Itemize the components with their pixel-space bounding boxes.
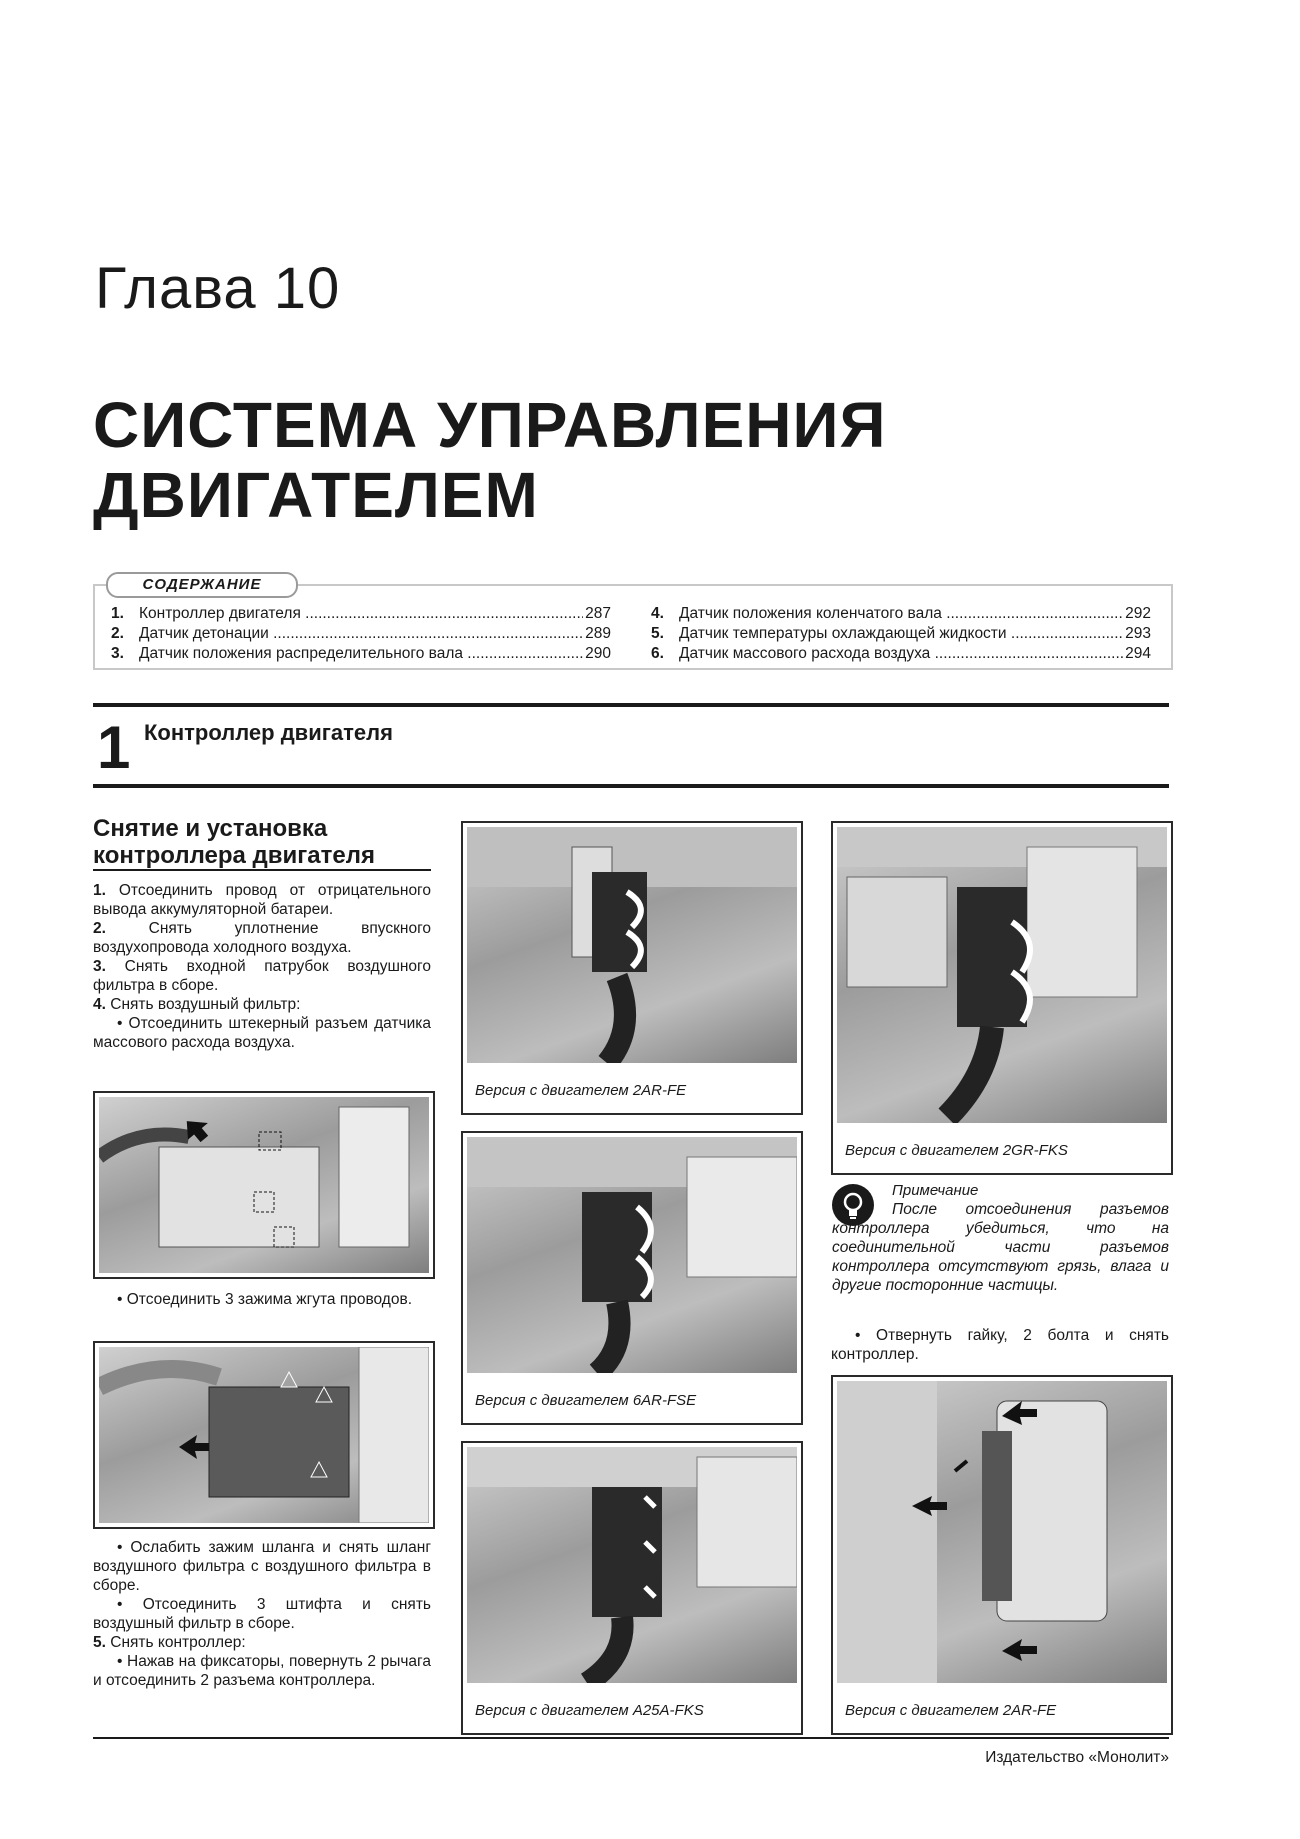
steps-block-3 [93, 1538, 431, 1690]
section-rule-top [93, 703, 1169, 707]
toc-page: 294 [1125, 645, 1151, 662]
steps-block-4 [831, 1326, 1169, 1364]
toc-page: 287 [585, 605, 611, 622]
toc-title: Датчик детонации ..... [139, 624, 583, 644]
step-text: Снять входной патрубок воздушного фильтра в сборе. [93, 958, 431, 994]
step-5a: • Нажав на фиксаторы, повернуть 2 рычага и отсоединить 2 разъема контроллера. [93, 1653, 431, 1689]
toc-num: 6. [651, 645, 664, 662]
toc-num: 4. [651, 605, 664, 622]
toc-num: 3. [111, 645, 124, 662]
step-4d: • Отсоединить 3 штифта и снять воздушный фильтр в сборе. [93, 1596, 431, 1632]
toc-page: 292 [1125, 605, 1151, 622]
toc-num: 1. [111, 605, 124, 622]
engine-bay-photo [99, 1347, 429, 1523]
photo-harness-clamps [93, 1341, 435, 1529]
toc-title: Контроллер двигателя ..... [139, 604, 583, 624]
footer-rule [93, 1737, 1169, 1739]
step-4b: • Отсоединить 3 зажима жгута проводов. [117, 1291, 413, 1308]
photo-caption: Версия с двигателем 2AR-FE [475, 1082, 687, 1099]
photo-a25a-fks-connectors [461, 1441, 803, 1735]
step-number: 5. [93, 1634, 106, 1651]
toc-left-column [111, 604, 611, 664]
publisher-footer: Издательство «Монолит» [985, 1749, 1169, 1766]
subsection-title [93, 815, 431, 869]
toc-title: Датчик положения распределительного вала ..... [139, 644, 583, 664]
engine-bay-photo [467, 1447, 797, 1683]
engine-bay-photo [467, 1137, 797, 1373]
toc-row[interactable] [651, 604, 1151, 624]
photo-2ar-fe-controller-fasteners [831, 1375, 1173, 1735]
step-1 [93, 881, 431, 919]
engine-bay-photo [837, 827, 1167, 1123]
toc-page: 290 [585, 645, 611, 662]
toc-row[interactable] [651, 624, 1151, 644]
step-4a: • Отсоединить штекерный разъем датчика массового расхода воздуха. [93, 1015, 431, 1051]
chapter-title-line2: ДВИГАТЕЛЕМ [93, 459, 539, 531]
photo-caption: Версия с двигателем 2GR-FKS [845, 1142, 1068, 1159]
section-number: 1 [97, 714, 131, 781]
subsection-rule [93, 869, 431, 871]
toc-row[interactable] [111, 604, 611, 624]
toc-title: Датчик массового расхода воздуха ..... [679, 644, 1123, 664]
step-number: 4. [93, 996, 106, 1013]
toc-row[interactable] [111, 644, 611, 664]
chapter-title-line1: СИСТЕМА УПРАВЛЕНИЯ [93, 389, 887, 461]
toc-row[interactable] [651, 644, 1151, 664]
photo-caption: Версия с двигателем 2AR-FE [845, 1702, 1057, 1719]
chapter-label: Глава 10 [95, 256, 341, 321]
step-5 [93, 1633, 431, 1652]
steps-block-2 [93, 1290, 431, 1309]
toc-row[interactable] [111, 624, 611, 644]
toc-right-column [651, 604, 1151, 664]
step-2 [93, 919, 431, 957]
subsection-title-line1: Снятие и установка [93, 815, 328, 842]
step-4 [93, 995, 431, 1014]
chapter-title [93, 390, 886, 530]
photo-caption: Версия с двигателем 6AR-FSE [475, 1392, 697, 1409]
toc-page: 289 [585, 625, 611, 642]
photo-caption: Версия с двигателем A25A-FKS [475, 1702, 704, 1719]
note-text: После отсоединения разъемов контроллера убедиться, что на соединительной части разъемов контроллера отсутствуют грязь, влага и другие посторонние частицы. [832, 1201, 1169, 1294]
section-title: Контроллер двигателя [144, 720, 393, 745]
photo-2ar-fe-connectors [461, 821, 803, 1115]
step-text: Снять контроллер: [110, 1634, 246, 1651]
step-text: Снять воздушный фильтр: [110, 996, 301, 1013]
step-text: Снять уплотнение впускного воздухопровода холодного воздуха. [93, 920, 431, 956]
section-rule-bottom [93, 784, 1169, 788]
toc-page: 293 [1125, 625, 1151, 642]
toc-title: Датчик положения коленчатого вала ..... [679, 604, 1123, 624]
photo-2gr-fks-connectors [831, 821, 1173, 1175]
step-text: Отсоединить провод от отрицательного вывода аккумуляторной батареи. [93, 882, 431, 918]
step-3 [93, 957, 431, 995]
step-number: 2. [93, 920, 106, 937]
toc-title: Датчик температуры охлаждающей жидкости ..... [679, 624, 1123, 644]
subsection-title-line2: контроллера двигателя [93, 842, 375, 869]
toc-heading: СОДЕРЖАНИЕ [106, 572, 298, 598]
step-5b: • Отвернуть гайку, 2 болта и снять контроллер. [831, 1327, 1169, 1363]
step-number: 3. [93, 958, 106, 975]
step-number: 1. [93, 882, 106, 899]
toc-num: 2. [111, 625, 124, 642]
engine-bay-photo [467, 827, 797, 1063]
toc-num: 5. [651, 625, 664, 642]
note-heading: Примечание [892, 1182, 979, 1199]
engine-bay-photo [837, 1381, 1167, 1683]
steps-block-1 [93, 881, 431, 1052]
photo-6ar-fse-connectors [461, 1131, 803, 1425]
engine-bay-photo [99, 1097, 429, 1273]
step-4c: • Ослабить зажим шланга и снять шланг воздушного фильтра с воздушного фильтра в сборе. [93, 1539, 431, 1594]
photo-air-filter-connector [93, 1091, 435, 1279]
